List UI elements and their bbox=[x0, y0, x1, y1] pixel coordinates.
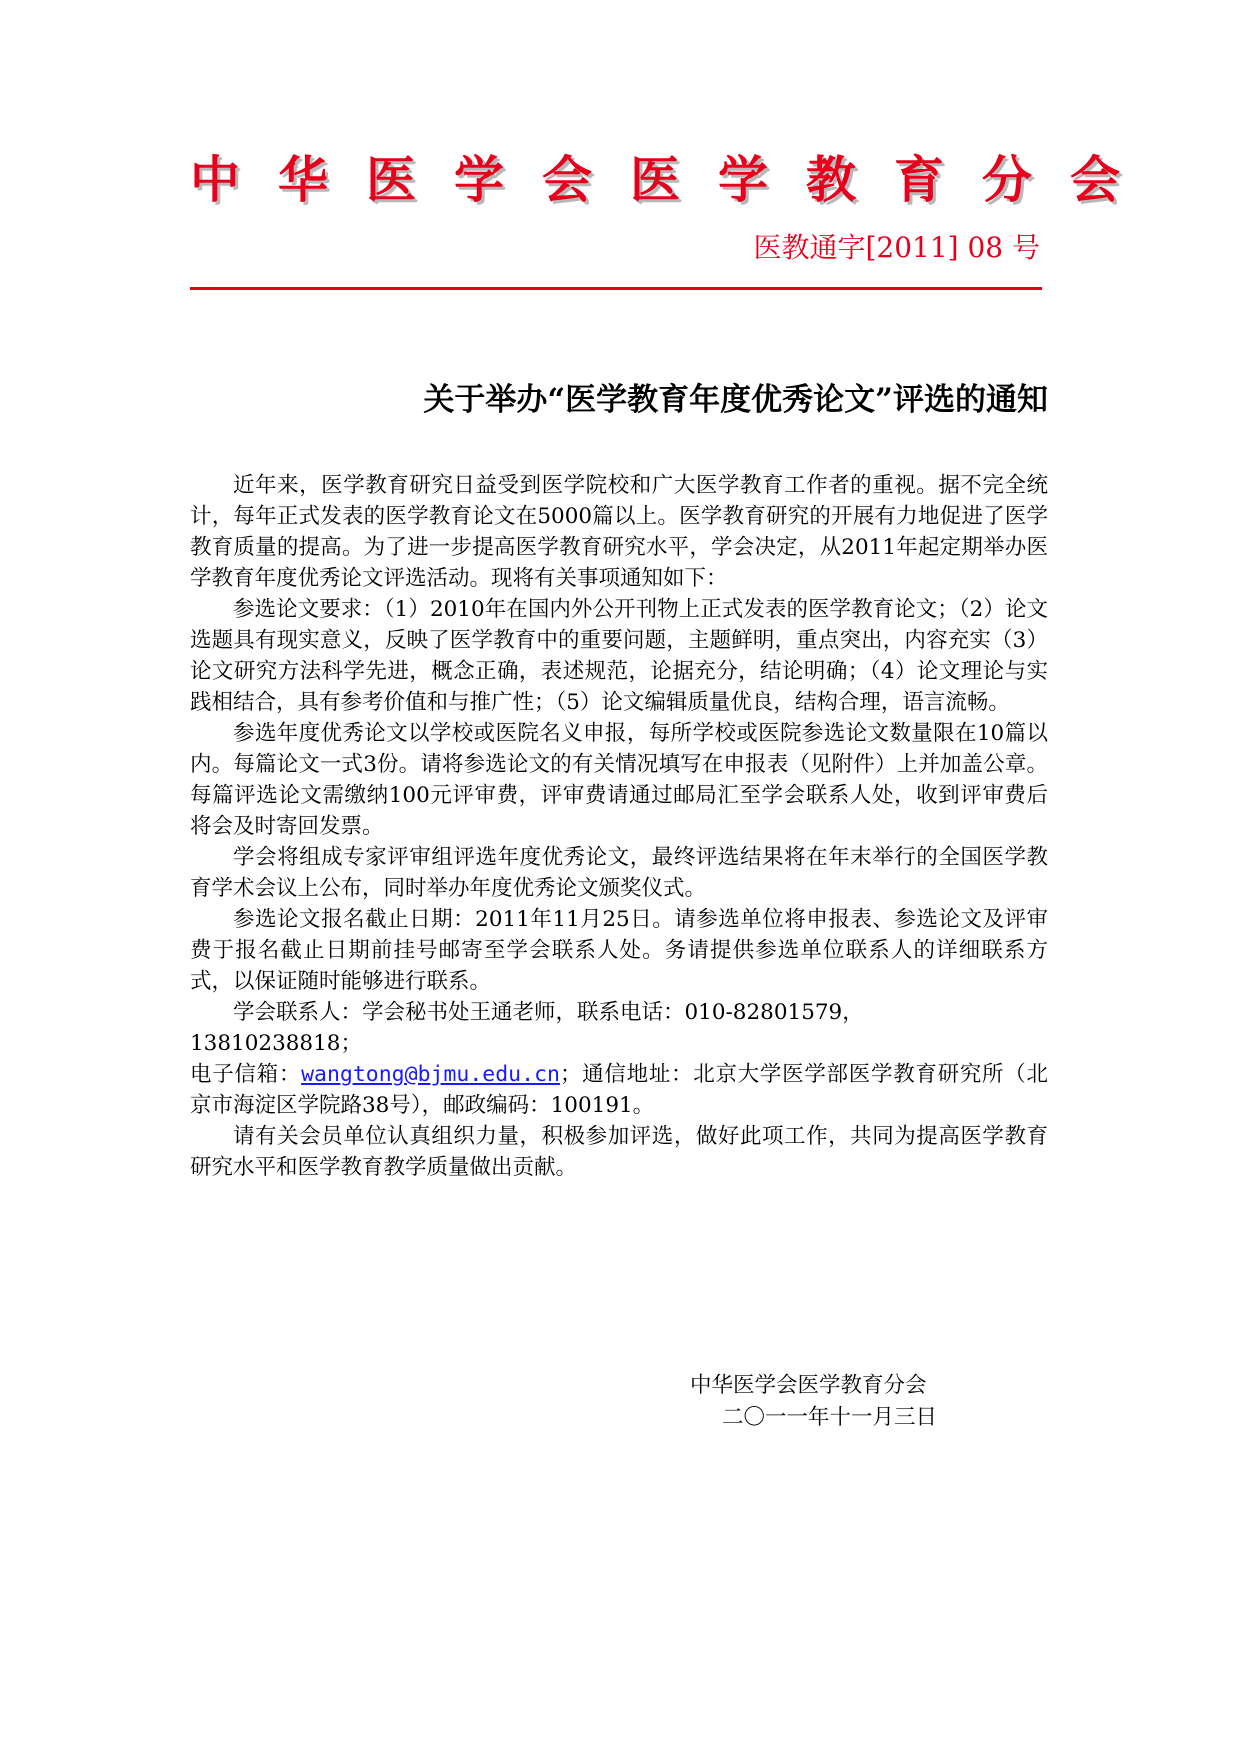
contact-person-phone: 学会联系人：学会秘书处王通老师，联系电话：010-82801579， bbox=[233, 1000, 864, 1025]
paragraph-closing: 请有关会员单位认真组织力量，积极参加评选，做好此项工作，共同为提高医学教育研究水平和医学教育教学质量做出贡献。 bbox=[190, 1124, 1048, 1180]
email-link[interactable]: wangtong@bjmu.edu.cn bbox=[301, 1062, 560, 1087]
paragraph-contact-email bbox=[190, 1059, 1048, 1121]
document-number: 医教通字[2011] 08 号 bbox=[753, 231, 1040, 264]
paragraph-requirements: 参选论文要求：（1）2010年在国内外公开刊物上正式发表的医学教育论文；（2）论文选题具有现实意义，反映了医学教育中的重要问题，主题鲜明，重点突出，内容充实（3）论文研究方法科学先进，概念正确，表述规范，论据充分，结论明确；（4）论文理论与实践相结合，具有参考价值和与推广性；（5）论文编辑质量优良，结构合理，语言流畅。 bbox=[190, 597, 1048, 715]
contact-mobile: 13810238818； bbox=[190, 1031, 362, 1056]
paragraph-deadline: 参选论文报名截止日期：2011年11月25日。请参选单位将申报表、参选论文及评审费于报名截止日期前挂号邮寄至学会联系人处。务请提供参选单位联系人的详细联系方式，以保证随时能够进行联系。 bbox=[190, 907, 1048, 994]
notice-title: 关于举办“医学教育年度优秀论文”评选的通知 bbox=[423, 382, 1048, 418]
notice-body bbox=[190, 470, 1048, 1183]
organization-title: 中华医学会医学教育分会 bbox=[190, 151, 1158, 209]
signature-organization: 中华医学会医学教育分会 bbox=[690, 1373, 927, 1398]
paragraph-contact bbox=[190, 997, 1048, 1028]
signature-date: 二〇一一年十一月三日 bbox=[722, 1405, 938, 1430]
signature-block bbox=[690, 1370, 1000, 1434]
paragraph-review: 学会将组成专家评审组评选年度优秀论文，最终评选结果将在年末举行的全国医学教育学术会议上公布，同时举办年度优秀论文颁奖仪式。 bbox=[190, 845, 1048, 901]
paragraph-contact-mobile bbox=[190, 1028, 1048, 1059]
paragraph-submission: 参选年度优秀论文以学校或医院名义申报，每所学校或医院参选论文数量限在10篇以内。每篇论文一式3份。请将参选论文的有关情况填写在申报表（见附件）上并加盖公章。每篇评选论文需缴纳100元评审费，评审费请通过邮局汇至学会联系人处，收到评审费后将会及时寄回发票。 bbox=[190, 721, 1048, 839]
mailing-address: ；通信地址：北京大学医学部医学教育研究所（北京市海淀区学院路38号），邮政编码：100191。 bbox=[190, 1062, 1048, 1118]
header-divider bbox=[190, 287, 1042, 290]
email-label: 电子信箱： bbox=[190, 1062, 302, 1087]
paragraph-intro: 近年来，医学教育研究日益受到医学院校和广大医学教育工作者的重视。据不完全统计，每年正式发表的医学教育论文在5000篇以上。医学教育研究的开展有力地促进了医学教育质量的提高。为了进一步提高医学教育研究水平，学会决定，从2011年起定期举办医学教育年度优秀论文评选活动。现将有关事项通知如下： bbox=[190, 473, 1048, 591]
